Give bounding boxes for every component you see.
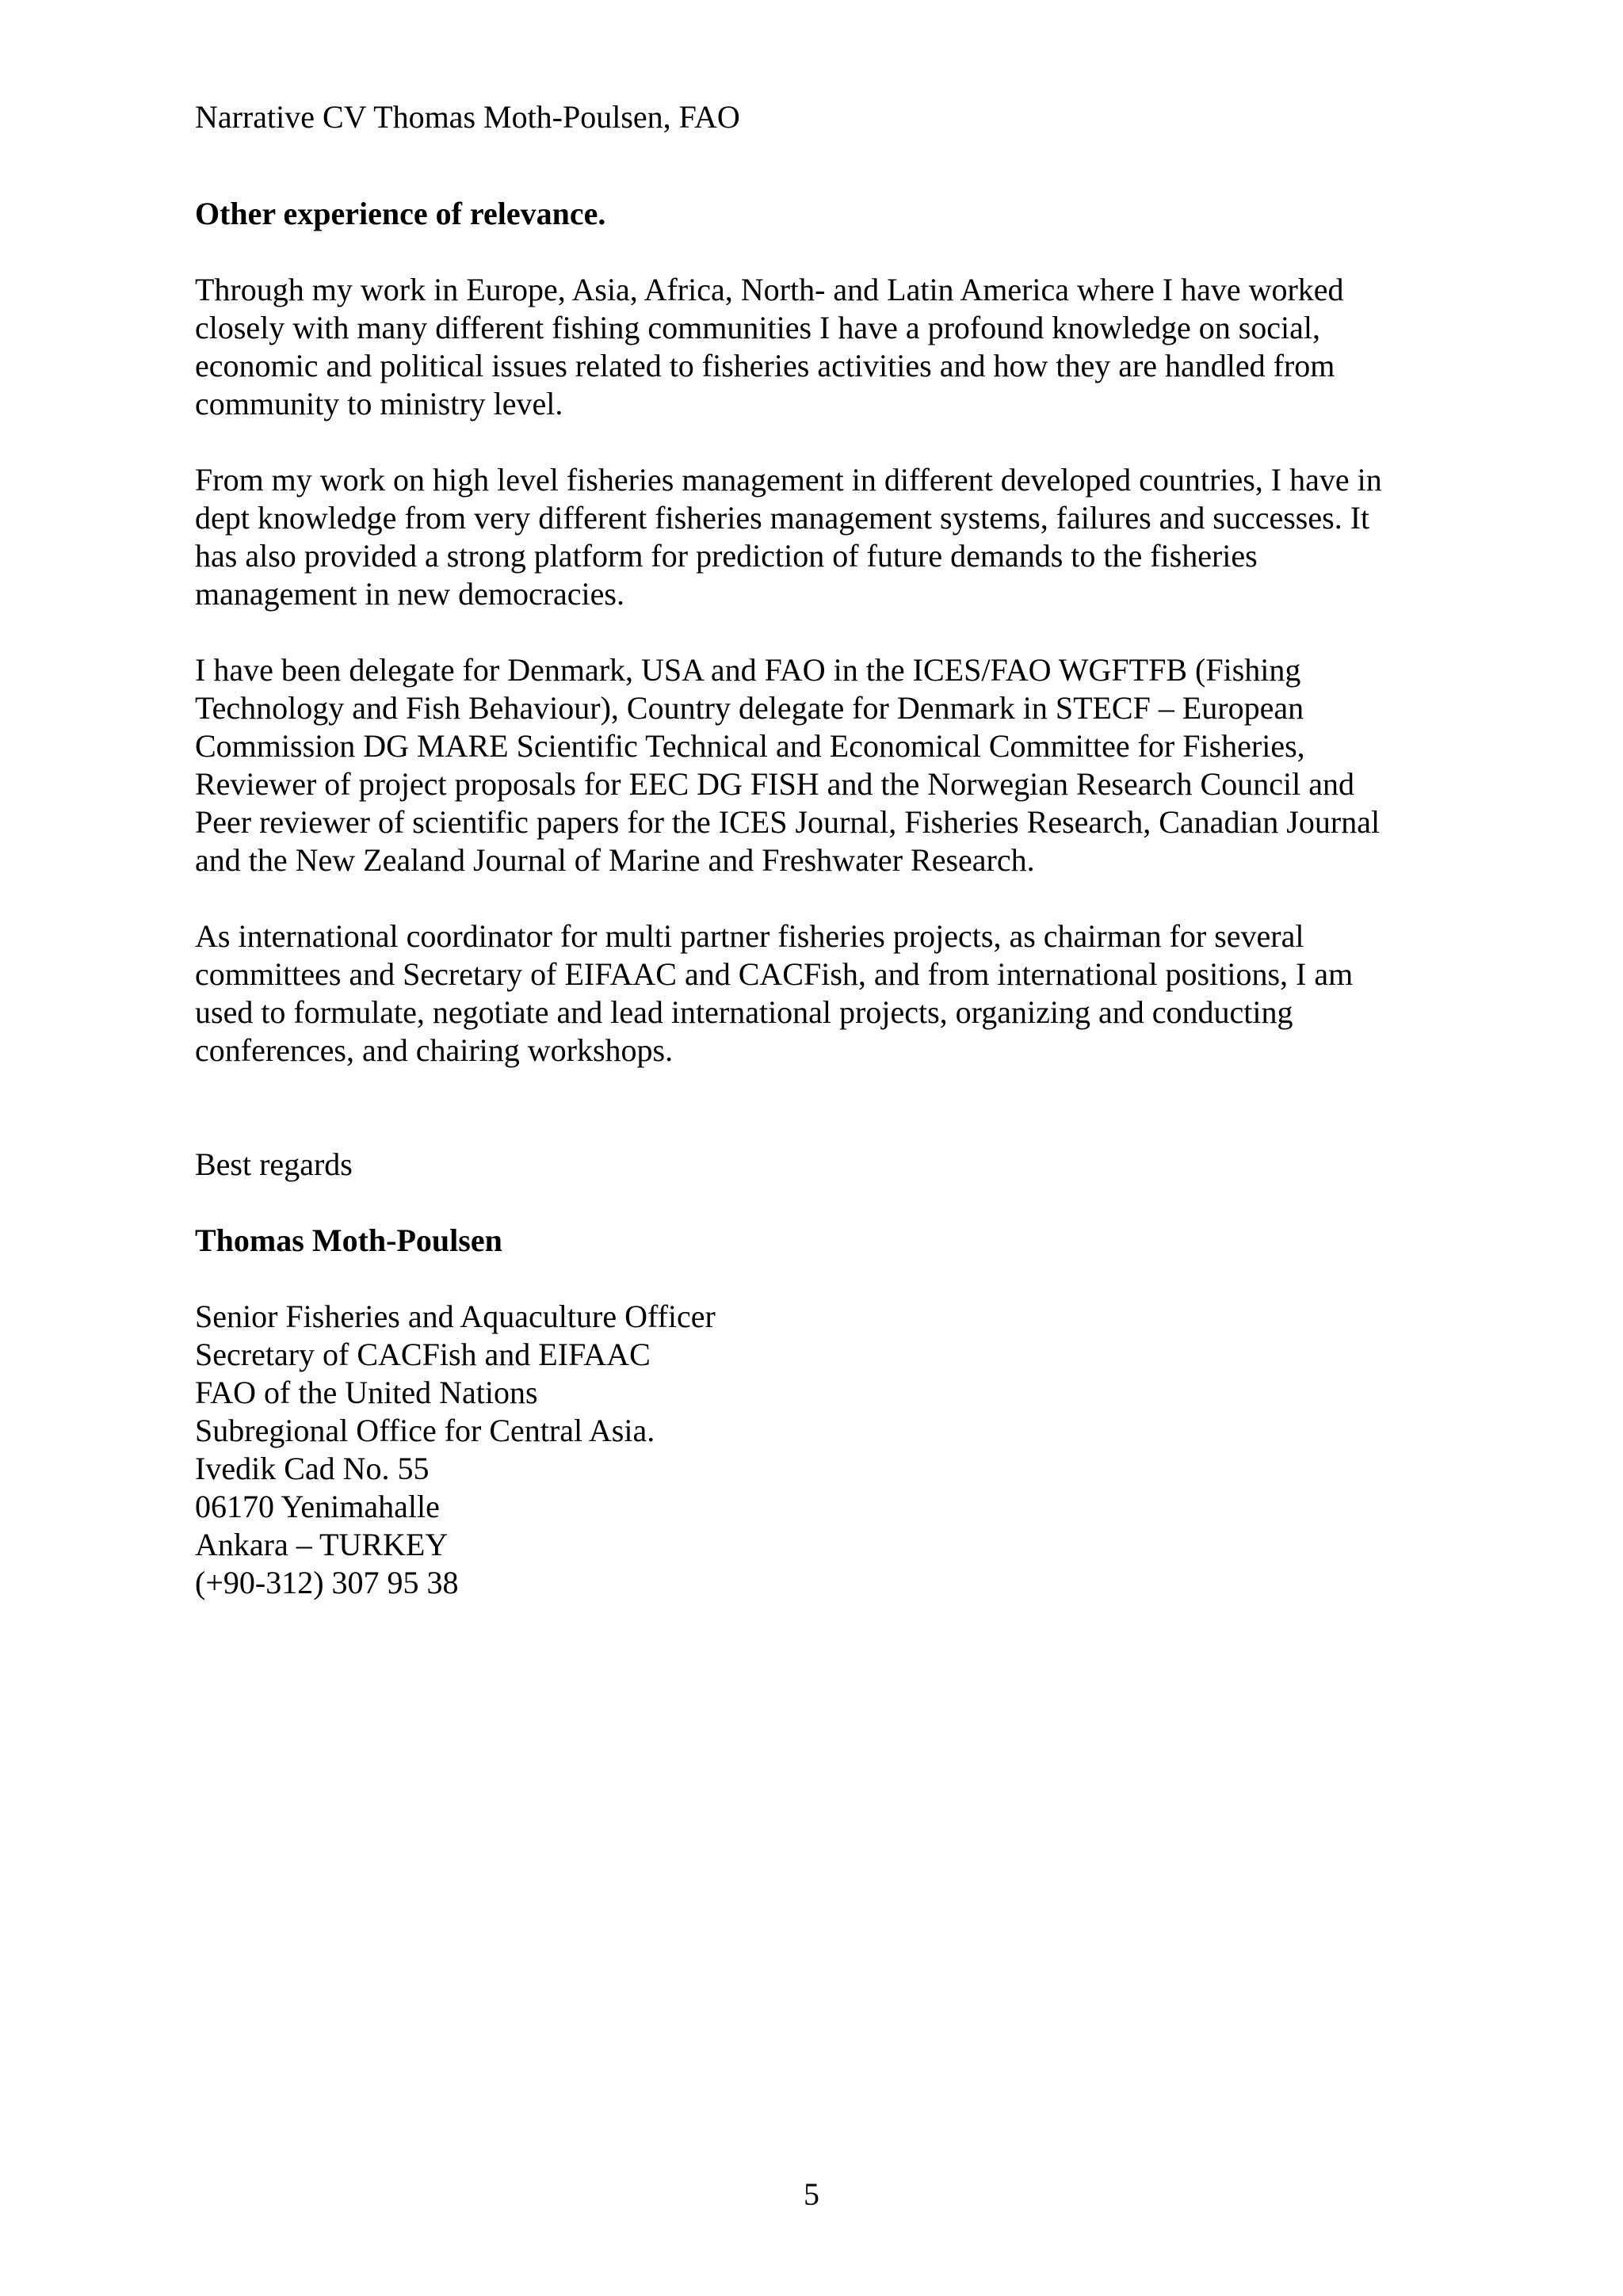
closing-salutation: Best regards [195, 1146, 353, 1182]
paragraph-line: conferences, and chairing workshops. [195, 1032, 674, 1068]
paragraph-line: community to ministry level. [195, 386, 563, 421]
contact-line: 06170 Yenimahalle [195, 1489, 440, 1524]
page-number: 5 [804, 2176, 819, 2212]
paragraph-line: Reviewer of project proposals for EEC DG FISH and the Norwegian Research Council and [195, 766, 1354, 802]
paragraph-line: dept knowledge from very different fisheries management systems, failures and successes. It [195, 500, 1370, 536]
paragraph-international-coordination [195, 917, 1463, 1070]
signer-name: Thomas Moth-Poulsen [195, 1222, 502, 1258]
contact-line: (+90-312) 307 95 38 [195, 1565, 459, 1600]
paragraph-line: I have been delegate for Denmark, USA and FAO in the ICES/FAO WGFTFB (Fishing [195, 652, 1301, 688]
contact-block [195, 1298, 716, 1602]
paragraph-line: As international coordinator for multi partner fisheries projects, as chairman for several [195, 918, 1304, 954]
running-header: Narrative CV Thomas Moth-Poulsen, FAO [195, 99, 740, 135]
paragraph-line: Through my work in Europe, Asia, Africa, North- and Latin America where I have worked [195, 272, 1344, 307]
contact-line: Secretary of CACFish and EIFAAC [195, 1337, 651, 1372]
paragraph-line: From my work on high level fisheries management in different developed countries, I have in [195, 462, 1382, 498]
contact-line: Ivedik Cad No. 55 [195, 1451, 430, 1486]
paragraph-line: closely with many different fishing communities I have a profound knowledge on social, [195, 310, 1321, 345]
paragraph-line: committees and Secretary of EIFAAC and CACFish, and from international positions, I am [195, 956, 1354, 992]
paragraph-line: used to formulate, negotiate and lead international projects, organizing and conducting [195, 994, 1293, 1030]
paragraph-line: economic and political issues related to fisheries activities and how they are handled from [195, 348, 1335, 383]
paragraph-delegate-roles [195, 651, 1463, 879]
paragraph-line: Peer reviewer of scientific papers for the ICES Journal, Fisheries Research, Canadian Journal [195, 804, 1381, 840]
paragraph-fisheries-management [195, 461, 1463, 613]
paragraph-line: Commission DG MARE Scientific Technical and Economical Committee for Fisheries, [195, 728, 1305, 764]
paragraph-line: has also provided a strong platform for prediction of future demands to the fisheries [195, 538, 1258, 574]
paragraph-line: management in new democracies. [195, 576, 624, 612]
contact-line: FAO of the United Nations [195, 1375, 538, 1410]
contact-line: Senior Fisheries and Aquaculture Officer [195, 1299, 716, 1334]
contact-line: Ankara – TURKEY [195, 1527, 449, 1562]
section-heading: Other experience of relevance. [195, 196, 606, 231]
contact-line: Subregional Office for Central Asia. [195, 1413, 655, 1448]
paragraph-line: and the New Zealand Journal of Marine and Freshwater Research. [195, 842, 1035, 878]
paragraph-fishing-communities [195, 271, 1463, 423]
paragraph-line: Technology and Fish Behaviour), Country delegate for Denmark in STECF – European [195, 690, 1304, 726]
